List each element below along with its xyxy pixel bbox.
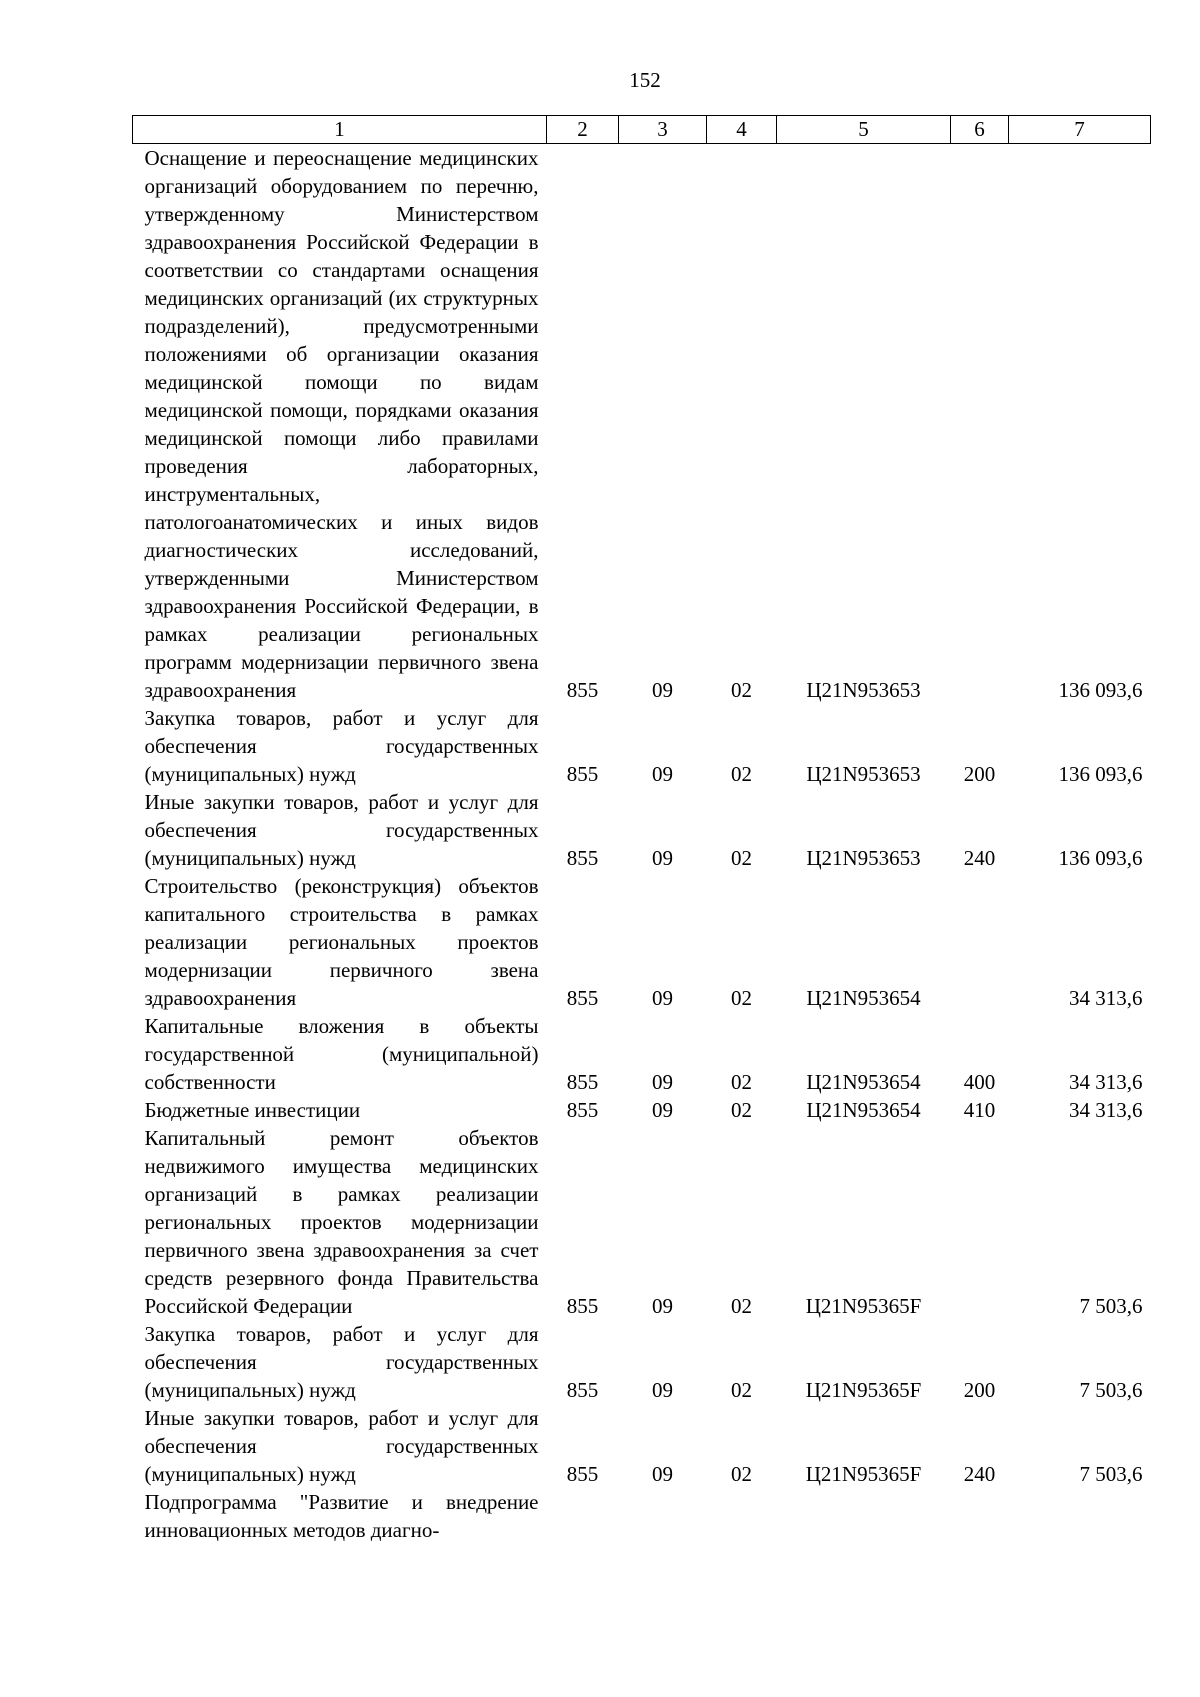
column-header: 6 [951, 116, 1009, 144]
subsection-code: 02 [731, 986, 752, 1010]
target-article-code [777, 1488, 951, 1544]
expense-type-code: 410 [963, 1098, 996, 1122]
expense-type-code [951, 872, 1009, 1012]
target-article-code: Ц21N953653 [806, 846, 921, 870]
table-row [133, 704, 1151, 788]
table-row [133, 1404, 1151, 1488]
ministry-code: 855 [566, 1098, 599, 1122]
table-row [133, 872, 1151, 1012]
item-name: Подпрограмма "Развитие и внедрение инновационных методов диагно- [144, 1490, 539, 1542]
item-name: Закупка товаров, работ и услуг для обеспечения государственных (муниципальных) нужд [144, 706, 539, 786]
target-article-code: Ц21N95365F [805, 1378, 922, 1402]
ministry-code: 855 [566, 1294, 599, 1318]
item-name: Строительство (реконструкция) объектов капитального строительства в рамках реализации региональных проектов модернизации первичного звена здравоохранения [144, 874, 539, 1010]
table-header-row [133, 116, 1151, 144]
subsection-code: 02 [731, 846, 752, 870]
target-article-code: Ц21N953654 [806, 986, 921, 1010]
target-article-code: Ц21N953654 [806, 1070, 921, 1094]
ministry-code: 855 [566, 1070, 599, 1094]
item-name: Капитальные вложения в объекты государственной (муниципальной) собственности [144, 1014, 539, 1094]
table-row [133, 1320, 1151, 1404]
item-name: Закупка товаров, работ и услуг для обеспечения государственных (муниципальных) нужд [144, 1322, 539, 1402]
subsection-code: 02 [731, 1070, 752, 1094]
ministry-code: 855 [566, 1462, 599, 1486]
item-name: Иные закупки товаров, работ и услуг для обеспечения государственных (муниципальных) нужд [144, 1406, 539, 1486]
amount: 7 503,6 [1079, 1294, 1143, 1318]
item-name: Оснащение и переоснащение медицинских организаций оборудованием по перечню, утвержденному Министерством здравоохранения Российской Федерации в соответствии со стандартами оснащения медицинских организаций (их структурных подразделений), предусмотренными положениями об организации оказания медицинской помощи по видам медицинской помощи, порядками оказания медицинской помощи либо правилами проведения лабораторных, инструментальных, патологоанатомических и иных видов диагностических исследований, утвержденными Министерством здравоохранения Российской Федерации, в рамках реализации региональных программ модернизации первичного звена здравоохранения [144, 146, 539, 702]
table-row [133, 788, 1151, 872]
amount: 136 093,6 [1058, 678, 1143, 702]
amount: 34 313,6 [1069, 986, 1143, 1010]
table-row [133, 144, 1151, 705]
subsection-code: 02 [731, 1462, 752, 1486]
ministry-code: 855 [566, 762, 599, 786]
expense-type-code [951, 1124, 1009, 1320]
column-header: 7 [1009, 116, 1151, 144]
table-row [133, 1012, 1151, 1096]
page-number: 152 [629, 68, 661, 92]
item-name: Иные закупки товаров, работ и услуг для обеспечения государственных (муниципальных) нужд [144, 790, 539, 870]
expense-type-code [951, 144, 1009, 705]
section-code: 09 [652, 846, 673, 870]
amount: 7 503,6 [1079, 1462, 1143, 1486]
section-code: 09 [652, 762, 673, 786]
expense-type-code [951, 1488, 1009, 1544]
section-code: 09 [652, 1098, 673, 1122]
amount: 7 503,6 [1079, 1378, 1143, 1402]
expense-type-code: 200 [963, 762, 996, 786]
amount: 136 093,6 [1058, 846, 1143, 870]
section-code [619, 1488, 707, 1544]
section-code: 09 [652, 1294, 673, 1318]
budget-table [132, 115, 1151, 1544]
expense-type-code: 400 [963, 1070, 996, 1094]
amount: 136 093,6 [1058, 762, 1143, 786]
target-article-code: Ц21N953654 [806, 1098, 921, 1122]
item-name: Бюджетные инвестиции [144, 1098, 361, 1122]
target-article-code: Ц21N953653 [806, 762, 921, 786]
expense-type-code: 240 [963, 1462, 996, 1486]
subsection-code [707, 1488, 777, 1544]
column-header: 3 [619, 116, 707, 144]
ministry-code [547, 1488, 619, 1544]
subsection-code: 02 [731, 1378, 752, 1402]
section-code: 09 [652, 1462, 673, 1486]
ministry-code: 855 [566, 678, 599, 702]
section-code: 09 [652, 986, 673, 1010]
column-header: 1 [133, 116, 547, 144]
target-article-code: Ц21N95365F [805, 1462, 922, 1486]
table-row [133, 1488, 1151, 1544]
table-row [133, 1096, 1151, 1124]
target-article-code: Ц21N95365F [805, 1294, 922, 1318]
section-code: 09 [652, 1070, 673, 1094]
amount [1009, 1488, 1151, 1544]
amount: 34 313,6 [1069, 1070, 1143, 1094]
table-row [133, 1124, 1151, 1320]
expense-type-code: 240 [963, 846, 996, 870]
section-code: 09 [652, 678, 673, 702]
column-header: 5 [777, 116, 951, 144]
ministry-code: 855 [566, 986, 599, 1010]
subsection-code: 02 [731, 678, 752, 702]
column-header: 4 [707, 116, 777, 144]
column-header: 2 [547, 116, 619, 144]
ministry-code: 855 [566, 846, 599, 870]
expense-type-code: 200 [963, 1378, 996, 1402]
target-article-code: Ц21N953653 [806, 678, 921, 702]
item-name: Капитальный ремонт объектов недвижимого имущества медицинских организаций в рамках реализации региональных проектов модернизации первичного звена здравоохранения за счет средств резервного фонда Правительства Российской Федерации [144, 1126, 539, 1318]
amount: 34 313,6 [1069, 1098, 1143, 1122]
section-code: 09 [652, 1378, 673, 1402]
subsection-code: 02 [731, 1098, 752, 1122]
subsection-code: 02 [731, 762, 752, 786]
ministry-code: 855 [566, 1378, 599, 1402]
subsection-code: 02 [731, 1294, 752, 1318]
